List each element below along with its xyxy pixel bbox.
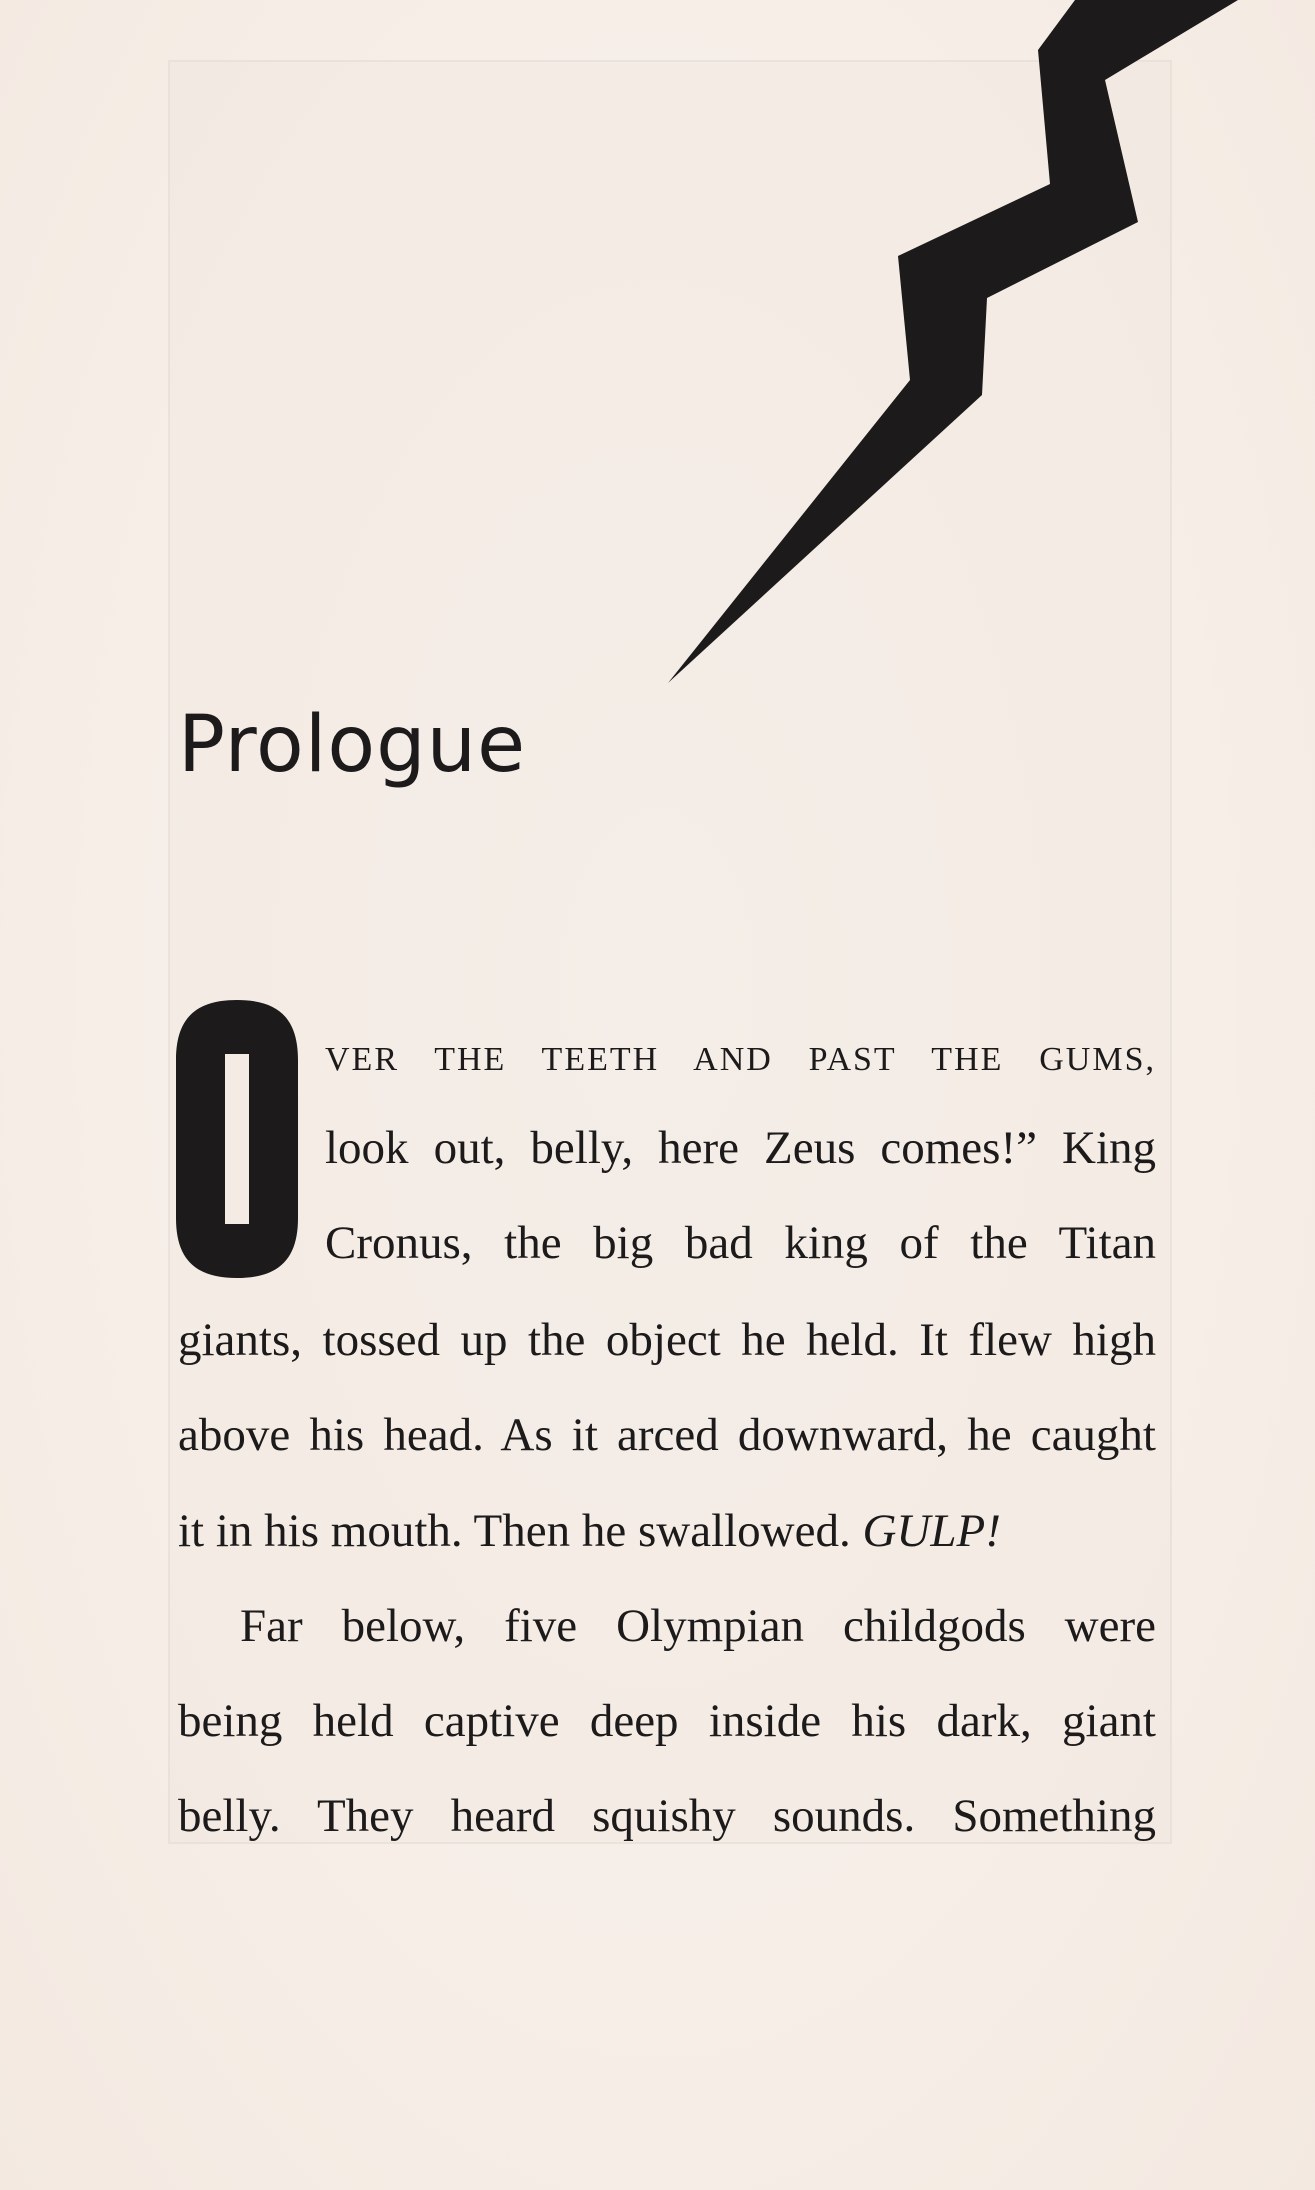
text-line: VER THE TEETH AND PAST THE GUMS, [325,1041,1156,1078]
emphasis-text: GULP! [862,1505,1001,1557]
lightning-bolt-icon [0,0,1315,700]
text-line: being held captive deep inside his dark, giant [178,1695,1156,1747]
text-line: belly. They heard squishy sounds. Something [178,1790,1156,1842]
text-line: Cronus, the big bad king of the Titan [325,1217,1156,1269]
drop-cap-letter [176,1000,298,1278]
text-line: it in his mouth. Then he swallowed. GULP! [178,1505,1001,1557]
text-line: look out, belly, here Zeus comes!” King [325,1122,1156,1174]
text-line: above his head. As it arced downward, he caught [178,1409,1156,1461]
text-line: Far below, five Olympian childgods were [240,1600,1156,1652]
chapter-title: Prologue [178,700,527,790]
text-line: giants, tossed up the object he held. It flew high [178,1314,1156,1366]
